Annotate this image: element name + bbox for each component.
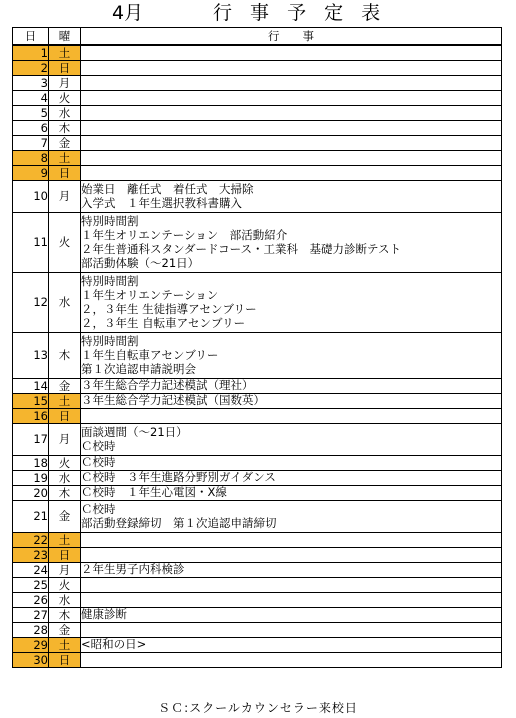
event-line: 第１次追認申請説明会 xyxy=(81,362,196,376)
row-events xyxy=(81,562,502,577)
row-day: 6 xyxy=(13,120,49,135)
table-row xyxy=(13,272,502,332)
row-day: 25 xyxy=(13,577,49,592)
row-day: 4 xyxy=(13,90,49,105)
table-row xyxy=(13,652,502,667)
row-events xyxy=(81,577,502,592)
event-line: １年生オリエンテーション 部活動紹介 xyxy=(81,228,288,242)
event-line: １年生オリエンテーション xyxy=(81,288,219,302)
row-events xyxy=(81,150,502,165)
row-weekday: 日 xyxy=(49,60,81,75)
table-row xyxy=(13,378,502,393)
row-weekday: 月 xyxy=(49,75,81,90)
event-line: ２年生普通科スタンダードコース・工業科 基礎力診断テスト xyxy=(81,242,402,256)
row-weekday: 木 xyxy=(49,332,81,378)
row-day: 16 xyxy=(13,408,49,423)
header-day: 日 xyxy=(13,28,49,46)
event-line: 面談週間（～21日） xyxy=(81,425,188,439)
row-events xyxy=(81,60,502,75)
row-weekday: 金 xyxy=(49,622,81,637)
table-row xyxy=(13,592,502,607)
event-line: Ｃ校時 xyxy=(81,455,116,469)
event-line: ３年生総合学力記述模試（理社） xyxy=(81,378,254,392)
event-line: 特別時間割 xyxy=(81,274,139,288)
table-row xyxy=(13,165,502,180)
row-events xyxy=(81,120,502,135)
row-day: 11 xyxy=(13,212,49,272)
row-weekday: 土 xyxy=(49,532,81,547)
event-line: 部活動体験（～21日） xyxy=(81,256,200,270)
event-line: 部活動登録締切 第１次追認申請締切 xyxy=(81,516,277,530)
row-events xyxy=(81,485,502,500)
row-events xyxy=(81,532,502,547)
table-row xyxy=(13,423,502,455)
row-weekday: 月 xyxy=(49,180,81,212)
row-events xyxy=(81,607,502,622)
row-events xyxy=(81,378,502,393)
row-weekday: 火 xyxy=(49,455,81,470)
header-row xyxy=(13,28,502,46)
table-row xyxy=(13,105,502,120)
footer-note: ＳＣ:スクールカウンセラー来校日 xyxy=(158,701,358,715)
table-row xyxy=(13,637,502,652)
event-line: １年生自転車アセンブリー xyxy=(81,348,219,362)
row-events xyxy=(81,180,502,212)
row-day: 24 xyxy=(13,562,49,577)
table-row xyxy=(13,150,502,165)
row-weekday: 火 xyxy=(49,90,81,105)
row-events xyxy=(81,272,502,332)
table-row xyxy=(13,90,502,105)
row-events xyxy=(81,470,502,485)
event-line: Ｃ校時 xyxy=(81,502,116,516)
table-row xyxy=(13,135,502,150)
row-day: 18 xyxy=(13,455,49,470)
table-row xyxy=(13,408,502,423)
event-line: Ｃ校時 １年生心電図・X線 xyxy=(81,485,227,499)
title-name: 行 事 予 定 表 xyxy=(213,2,387,24)
event-line: <昭和の日> xyxy=(81,637,147,651)
row-weekday: 土 xyxy=(49,150,81,165)
row-day: 20 xyxy=(13,485,49,500)
table-row xyxy=(13,120,502,135)
header-events: 行 事 xyxy=(81,28,502,46)
row-weekday: 木 xyxy=(49,120,81,135)
row-weekday: 木 xyxy=(49,607,81,622)
row-weekday: 水 xyxy=(49,105,81,120)
row-events xyxy=(81,547,502,562)
row-weekday: 水 xyxy=(49,272,81,332)
row-weekday: 日 xyxy=(49,652,81,667)
table-row xyxy=(13,60,502,75)
table-row xyxy=(13,485,502,500)
row-day: 5 xyxy=(13,105,49,120)
row-day: 9 xyxy=(13,165,49,180)
row-events xyxy=(81,637,502,652)
row-events xyxy=(81,90,502,105)
event-line: Ｃ校時 ３年生進路分野別ガイダンス xyxy=(81,470,276,484)
row-weekday: 日 xyxy=(49,165,81,180)
schedule-body xyxy=(13,45,502,667)
row-day: 12 xyxy=(13,272,49,332)
table-row xyxy=(13,455,502,470)
table-row xyxy=(13,470,502,485)
event-line: ３年生総合学力記述模試（国数英） xyxy=(81,393,265,407)
event-line: ２，３年生 生徒指導アセンブリー xyxy=(81,302,257,316)
event-line: 特別時間割 xyxy=(81,334,139,348)
row-day: 29 xyxy=(13,637,49,652)
table-row xyxy=(13,500,502,532)
row-events xyxy=(81,423,502,455)
row-weekday: 日 xyxy=(49,408,81,423)
row-day: 26 xyxy=(13,592,49,607)
row-day: 8 xyxy=(13,150,49,165)
table-row xyxy=(13,45,502,60)
row-events xyxy=(81,592,502,607)
row-day: 21 xyxy=(13,500,49,532)
row-events xyxy=(81,75,502,90)
event-line: 始業日 離任式 着任式 大掃除 xyxy=(81,182,254,196)
event-line: Ｃ校時 xyxy=(81,439,116,453)
row-weekday: 火 xyxy=(49,212,81,272)
row-weekday: 土 xyxy=(49,637,81,652)
row-weekday: 土 xyxy=(49,45,81,60)
row-events xyxy=(81,455,502,470)
header-weekday: 曜 xyxy=(49,28,81,46)
row-events xyxy=(81,500,502,532)
row-day: 22 xyxy=(13,532,49,547)
row-weekday: 金 xyxy=(49,500,81,532)
row-weekday: 水 xyxy=(49,592,81,607)
row-day: 19 xyxy=(13,470,49,485)
table-row xyxy=(13,532,502,547)
page-title xyxy=(0,0,516,26)
table-row xyxy=(13,607,502,622)
title-month: 4月 xyxy=(112,2,144,24)
row-events xyxy=(81,652,502,667)
table-row xyxy=(13,547,502,562)
row-day: 1 xyxy=(13,45,49,60)
row-events xyxy=(81,45,502,60)
row-day: 3 xyxy=(13,75,49,90)
event-line: ２年生男子内科検診 xyxy=(81,562,185,576)
table-row xyxy=(13,180,502,212)
row-events xyxy=(81,212,502,272)
row-day: 10 xyxy=(13,180,49,212)
row-day: 30 xyxy=(13,652,49,667)
row-day: 28 xyxy=(13,622,49,637)
row-events xyxy=(81,135,502,150)
row-weekday: 日 xyxy=(49,547,81,562)
row-weekday: 土 xyxy=(49,393,81,408)
row-day: 13 xyxy=(13,332,49,378)
schedule-table xyxy=(12,27,502,668)
row-weekday: 月 xyxy=(49,423,81,455)
row-events xyxy=(81,393,502,408)
table-row xyxy=(13,577,502,592)
table-row xyxy=(13,393,502,408)
table-row xyxy=(13,622,502,637)
event-line: 入学式 １年生選択教科書購入 xyxy=(81,196,242,210)
row-weekday: 水 xyxy=(49,470,81,485)
row-day: 7 xyxy=(13,135,49,150)
row-events xyxy=(81,408,502,423)
event-line: 健康診断 xyxy=(81,607,127,621)
table-row xyxy=(13,75,502,90)
row-day: 14 xyxy=(13,378,49,393)
row-events xyxy=(81,332,502,378)
row-events xyxy=(81,105,502,120)
row-day: 2 xyxy=(13,60,49,75)
row-events xyxy=(81,165,502,180)
table-row xyxy=(13,332,502,378)
event-line: 特別時間割 xyxy=(81,214,139,228)
event-line: ２，３年生 自転車アセンブリー xyxy=(81,316,246,330)
table-row xyxy=(13,562,502,577)
table-row xyxy=(13,212,502,272)
row-day: 27 xyxy=(13,607,49,622)
row-weekday: 月 xyxy=(49,562,81,577)
row-day: 17 xyxy=(13,423,49,455)
row-day: 23 xyxy=(13,547,49,562)
row-events xyxy=(81,622,502,637)
row-weekday: 金 xyxy=(49,135,81,150)
row-weekday: 金 xyxy=(49,378,81,393)
row-weekday: 火 xyxy=(49,577,81,592)
row-day: 15 xyxy=(13,393,49,408)
row-weekday: 木 xyxy=(49,485,81,500)
